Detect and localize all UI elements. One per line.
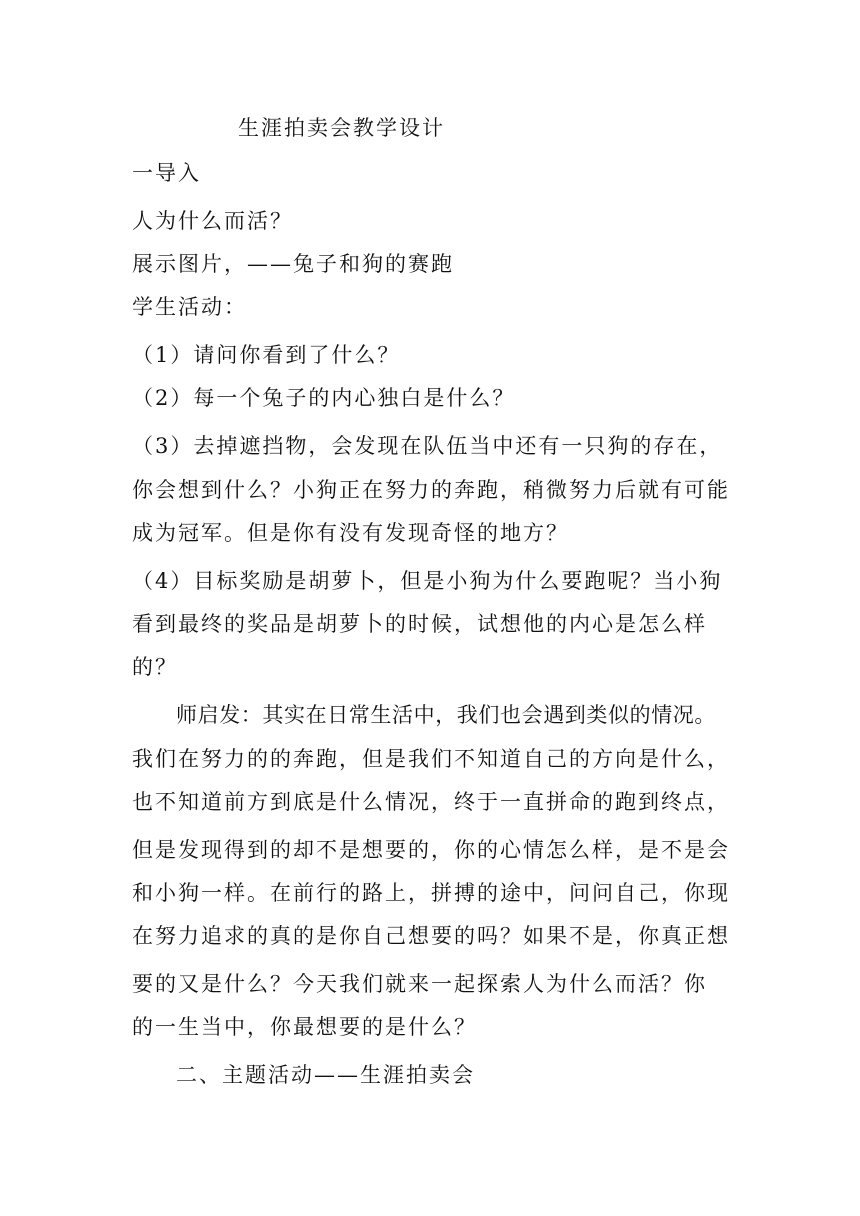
list-item: （3）去掉遮挡物，会发现在队伍当中还有一只狗的存在， (132, 434, 723, 458)
paragraph-line: 在努力追求的真的是你自己想要的吗？如果不是，你真正想 (132, 924, 730, 948)
paragraph-line: 学生活动： (132, 295, 247, 319)
paragraph-line: 但是发现得到的却不是想要的，你的心情怎么样，是不是会 (132, 838, 730, 862)
paragraph-line: 的一生当中，你最想要的是什么？ (132, 1015, 477, 1039)
paragraph-line: 的？ (132, 655, 178, 679)
list-item: （4）目标奖励是胡萝卜，但是小狗为什么要跑呢？当小狗 (132, 569, 723, 593)
paragraph-line: 成为冠军。但是你有没有发现奇怪的地方？ (132, 521, 569, 545)
paragraph-line: 看到最终的奖品是胡萝卜的时候，试想他的内心是怎么样 (132, 612, 707, 636)
paragraph-line: 要的又是什么？今天我们就来一起探索人为什么而活？你 (132, 972, 707, 996)
list-item: （2）每一个兔子的内心独白是什么？ (132, 386, 516, 410)
list-item: （1）请问你看到了什么？ (132, 343, 401, 367)
paragraph-line: 我们在努力的的奔跑，但是我们不知道自己的方向是什么， (132, 747, 730, 771)
paragraph-line: 展示图片，——兔子和狗的赛跑 (132, 252, 454, 276)
section-heading-activity: 二、主题活动——生涯拍卖会 (176, 1063, 475, 1087)
paragraph-line: 也不知道前方到底是什么情况，终于一直拼命的跑到终点， (132, 790, 730, 814)
paragraph-line: 和小狗一样。在前行的路上，拼搏的途中，问问自己，你现 (132, 881, 730, 905)
paragraph-line: 人为什么而活？ (132, 209, 293, 233)
paragraph-line: 师启发：其实在日常生活中，我们也会遇到类似的情况。 (176, 703, 716, 727)
section-heading-intro: 一导入 (132, 161, 201, 185)
document-title: 生涯拍卖会教学设计 (238, 116, 445, 140)
paragraph-line: 你会想到什么？小狗正在努力的奔跑，稍微努力后就有可能 (132, 478, 730, 502)
